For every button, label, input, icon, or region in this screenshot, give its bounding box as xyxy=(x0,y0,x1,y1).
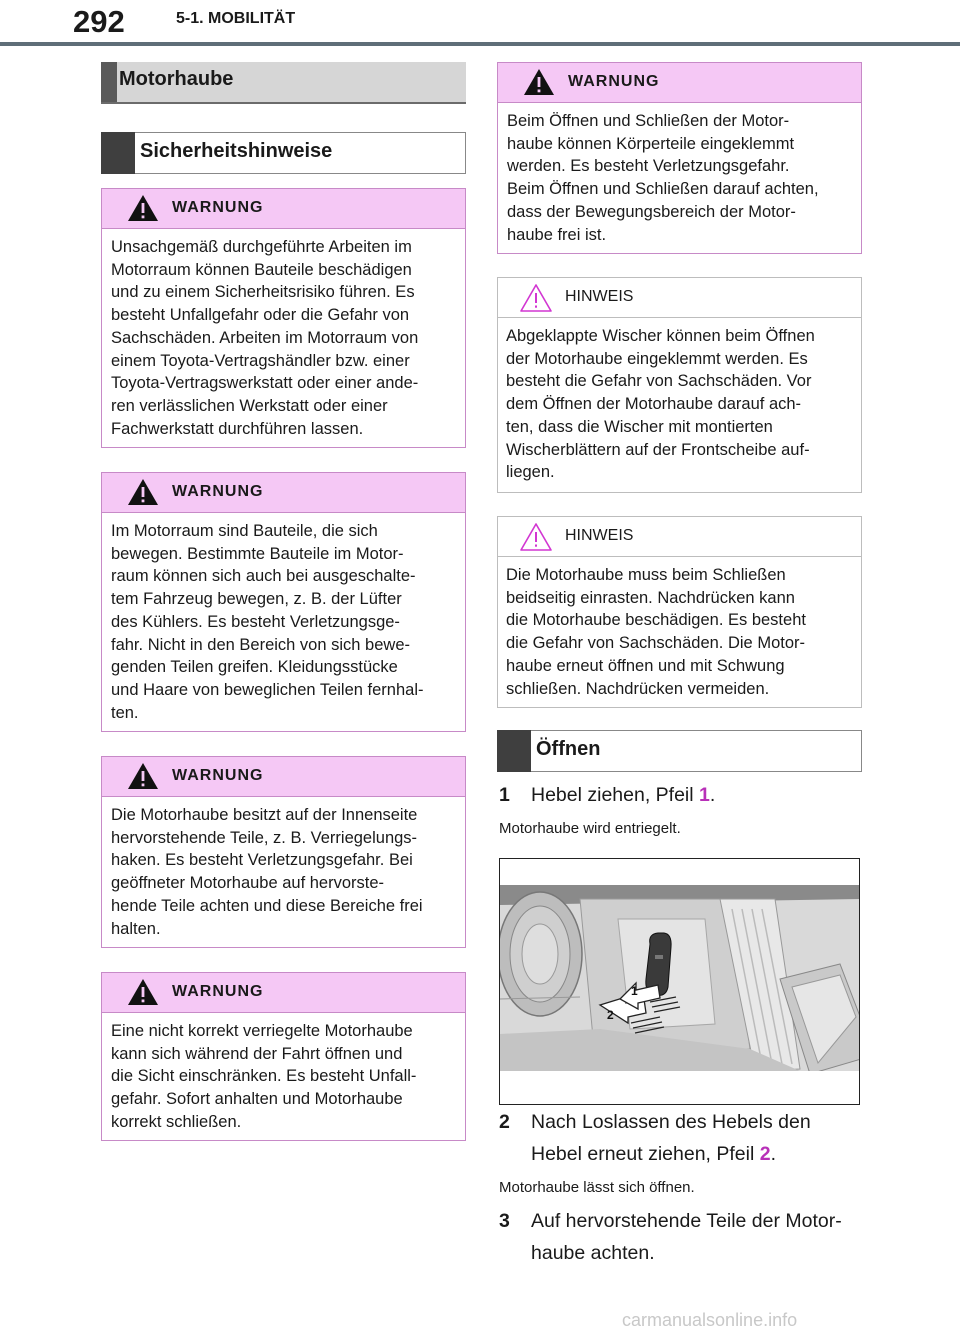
warning-label: WARNUNG xyxy=(172,767,264,784)
warning-text xyxy=(102,513,465,732)
text-line: dass der Bewegungsbereich der Motor- xyxy=(507,202,796,221)
text-line: Beim Öffnen und Schließen der Motor- xyxy=(507,112,790,130)
heading-bar xyxy=(101,62,117,102)
step-text-line-2 xyxy=(531,1138,811,1170)
text-line: der Motorhaube eingeklemmt werden. Es xyxy=(506,349,808,368)
note-header xyxy=(498,517,861,557)
section-heading-motorhaube xyxy=(101,62,466,104)
heading-bar xyxy=(101,132,135,174)
warning-box xyxy=(101,972,466,1141)
step-text-line: Auf hervorstehende Teile der Motor- xyxy=(531,1210,842,1232)
text-line: Die Motorhaube muss beim Schließen xyxy=(506,566,786,584)
text-line: haube erneut öffnen und mit Schwung xyxy=(506,656,785,675)
text-line: werden. Es besteht Verletzungsgefahr. xyxy=(507,157,790,176)
step-text-end: . xyxy=(709,784,716,806)
text-line: die Sicht einschränken. Es besteht Unfall- xyxy=(111,1067,417,1086)
text-line: ten. xyxy=(111,703,139,722)
step-1 xyxy=(499,779,861,811)
warning-header xyxy=(102,189,465,229)
text-line: Eine nicht korrekt verriegelte Motorhaube xyxy=(111,1022,413,1040)
step-number: 1 xyxy=(499,784,510,806)
warning-header xyxy=(102,757,465,797)
note-box xyxy=(497,516,862,708)
text-line: des Kühlers. Es besteht Verletzungsge- xyxy=(111,612,400,631)
warning-header xyxy=(102,473,465,513)
section-title: Motorhaube xyxy=(119,68,234,90)
note-label: HINWEIS xyxy=(565,288,634,305)
text-line: korrekt schließen. xyxy=(111,1112,242,1131)
text-line: besteht die Gefahr von Sachschäden. Vor xyxy=(506,372,812,391)
text-line: halten. xyxy=(111,919,161,938)
text-line: Abgeklappte Wischer können beim Öffnen xyxy=(506,327,815,345)
caption: Motorhaube wird entriegelt. xyxy=(499,820,681,837)
warning-triangle-icon xyxy=(127,194,159,222)
text-line: schließen. Nachdrücken vermeiden. xyxy=(506,679,770,698)
text-line: fahr. Nicht in den Bereich von sich bewe- xyxy=(111,635,410,654)
warning-box xyxy=(101,756,466,948)
text-line: gefahr. Sofort anhalten und Motorhaube xyxy=(111,1090,403,1109)
subsection-title: Sicherheitshinweise xyxy=(140,140,333,162)
text-line: Toyota-Vertragswerkstatt oder einer ande- xyxy=(111,374,419,393)
watermark: carmanualsonline.info xyxy=(622,1310,798,1330)
text-line: besteht Unfallgefahr oder die Gefahr von xyxy=(111,306,410,325)
warning-text xyxy=(102,797,465,948)
step-text xyxy=(531,779,715,811)
subsection-title: Öffnen xyxy=(536,738,601,760)
caution-triangle-icon xyxy=(519,522,553,552)
warning-box xyxy=(101,472,466,732)
warning-label: WARNUNG xyxy=(172,199,264,216)
warning-header xyxy=(102,973,465,1013)
step-text-main: Hebel ziehen, Pfeil xyxy=(531,784,700,806)
lever-illustration xyxy=(500,859,860,1105)
text-line: haube können Körperteile eingeklemmt xyxy=(507,134,795,153)
subsection-heading-sicherheitshinweise xyxy=(101,132,466,174)
text-line: hervorstehende Teile, z. B. Verriegelungs- xyxy=(111,828,418,847)
text-line: einem Toyota-Vertragshändler bzw. einer xyxy=(111,351,410,370)
note-label: HINWEIS xyxy=(565,527,634,544)
step-number: 2 xyxy=(499,1111,510,1133)
text-line: bewegen. Bestimmte Bauteile im Motor- xyxy=(111,544,404,563)
warning-box xyxy=(497,62,862,254)
text-line: beidseitig einrasten. Nachdrücken kann xyxy=(506,588,795,607)
text-line: und Haare von beweglichen Teilen fernhal- xyxy=(111,680,424,699)
text-line: tem Fahrzeug bewegen, z. B. der Lüfter xyxy=(111,590,402,609)
arrow-number: 2 xyxy=(759,1143,771,1165)
caution-triangle-icon xyxy=(519,283,553,313)
header-rule xyxy=(0,42,960,46)
text-line: und zu einem Sicherheitsrisiko führen. Es xyxy=(111,283,415,302)
text-line: kann sich während der Fahrt öffnen und xyxy=(111,1044,403,1063)
warning-triangle-icon xyxy=(127,762,159,790)
warning-box xyxy=(101,188,466,448)
step-text xyxy=(531,1205,842,1269)
figure-callout-1: 1 xyxy=(631,984,638,998)
note-text xyxy=(498,557,861,708)
warning-triangle-icon xyxy=(127,478,159,506)
chapter-title: 5-1. MOBILITÄT xyxy=(176,10,296,27)
step-text xyxy=(531,1106,811,1170)
caption: Motorhaube lässt sich öffnen. xyxy=(499,1179,695,1196)
text-line: liegen. xyxy=(506,463,555,482)
text-line: dem Öffnen der Motorhaube darauf ach- xyxy=(506,395,802,414)
warning-label: WARNUNG xyxy=(568,73,660,90)
step-2 xyxy=(499,1106,861,1170)
text-line: Beim Öffnen und Schließen darauf achten, xyxy=(507,180,819,199)
text-line: Die Motorhaube besitzt auf der Innenseite xyxy=(111,806,418,824)
text-line: die Gefahr von Sachschäden. Die Motor- xyxy=(506,634,805,653)
note-text xyxy=(498,318,861,492)
text-line: geöffneter Motorhaube auf hervorste- xyxy=(111,874,385,893)
page-header xyxy=(0,0,960,46)
figure-callout-2: 2 xyxy=(607,1008,614,1022)
warning-label: WARNUNG xyxy=(172,483,264,500)
heading-bar xyxy=(497,730,531,772)
warning-triangle-icon xyxy=(127,978,159,1006)
page-number: 292 xyxy=(73,4,125,39)
warning-header xyxy=(498,63,861,103)
step-number: 3 xyxy=(499,1210,510,1232)
text-line: haken. Es besteht Verletzungsgefahr. Bei xyxy=(111,851,413,870)
text-line: die Motorhaube beschädigen. Es besteht xyxy=(506,611,806,630)
text-line: Fachwerkstatt durchführen lassen. xyxy=(111,419,364,438)
text-line: genden Teilen greifen. Kleidungsstücke xyxy=(111,658,398,677)
text-line: Motorraum können Bauteile beschädigen xyxy=(111,260,412,279)
text-line: ten, dass die Wischer mit montierten xyxy=(506,417,773,436)
warning-text xyxy=(102,229,465,448)
step-3 xyxy=(499,1205,861,1269)
step-text-end: . xyxy=(770,1143,777,1165)
hood-release-lever-figure xyxy=(499,858,860,1105)
note-header xyxy=(498,278,861,318)
text-line: hende Teile achten und diese Bereiche frei xyxy=(111,896,423,915)
warning-triangle-icon xyxy=(523,68,555,96)
text-line: haube frei ist. xyxy=(507,225,607,244)
step-text-line: Nach Loslassen des Hebels den xyxy=(531,1111,811,1133)
text-line: Unsachgemäß durchgeführte Arbeiten im xyxy=(111,238,412,256)
warning-text xyxy=(102,1013,465,1142)
text-line: Im Motorraum sind Bauteile, die sich xyxy=(111,522,378,540)
warning-label: WARNUNG xyxy=(172,983,264,1000)
text-line: Wischerblättern auf der Frontscheibe auf- xyxy=(506,440,810,459)
note-box xyxy=(497,277,862,493)
step-text-line: haube achten. xyxy=(531,1242,655,1264)
text-line: raum können sich auch bei ausgeschalte- xyxy=(111,567,416,586)
arrow-number: 1 xyxy=(699,784,710,806)
step-text-main: Hebel erneut ziehen, Pfeil xyxy=(531,1143,760,1165)
text-line: Sachschäden. Arbeiten im Motorraum von xyxy=(111,328,419,347)
text-line: ren verlässlichen Werkstatt oder einer xyxy=(111,396,388,415)
warning-text xyxy=(498,103,861,254)
subsection-heading-oeffnen xyxy=(497,730,862,772)
